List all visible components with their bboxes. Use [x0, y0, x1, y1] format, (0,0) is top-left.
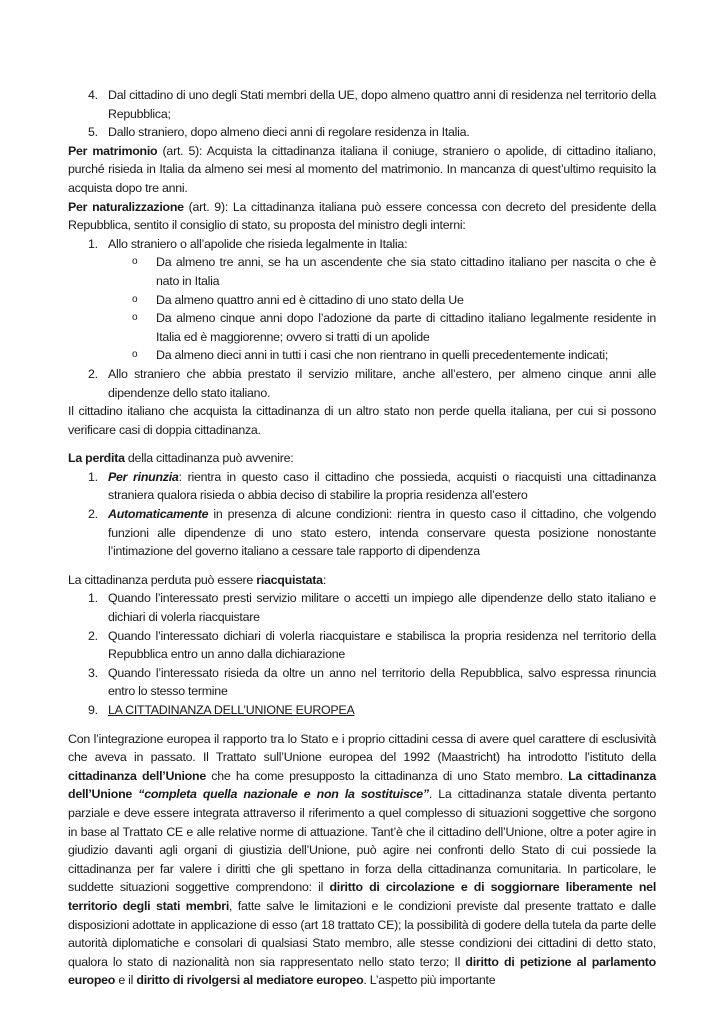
bullet-item — [132, 309, 656, 346]
bold-term: diritto di rivolgersi al mediatore europeo — [136, 973, 364, 988]
paragraph-text: (art. 9): La cittadinanza italiana può essere concessa con decreto del presidente della Repubblica, sentito il consiglio di stato, su proposta del ministro degli interni: — [68, 199, 656, 233]
term-matrimonio: Per matrimonio — [68, 143, 158, 158]
term-riacquistata: riacquistata — [256, 572, 323, 587]
list-item — [88, 505, 656, 561]
list-number: 2. — [88, 507, 98, 522]
bullet-item — [132, 346, 656, 365]
list-number: 5. — [88, 125, 98, 140]
bold-term: diritto di circolazione e di soggiornare liberamente nel territorio degli stati membri — [68, 880, 657, 913]
list-item — [88, 468, 656, 505]
document-page — [68, 86, 656, 990]
paragraph-text: . La cittadinanza statale diventa pertanto parziale e deve essere integrata attraverso il riferimento a quel complesso di situazioni soggettive che sorgono in base al Trattato CE e alle relative norme di attuazione. Tant’è che il cittadino dell’Unione, oltre a poter agire in giudizio davanti agli organi di giustizia dell’Unione, può agire nei confronti dello Stato di cui possiede la cittadinanza per far valere i diritti che gli spettano in forza della cittadinanza comunitaria. In particolare, le suddette situazioni soggettive comprendono: il — [68, 787, 657, 895]
bullet-item — [132, 291, 656, 310]
paragraph-text: . L’aspetto più importante — [363, 973, 496, 988]
list-number: 1. — [88, 236, 98, 251]
section-title: LA CITTADINANZA DELL’UNIONE EUROPEA — [108, 703, 355, 717]
bullet-text: Da almeno tre anni, se ha un ascendente che sia stato cittadino italiano per nascita o che è nato in Italia — [156, 255, 656, 288]
list-text: Quando l’interessato risieda da oltre un anno nel territorio della Repubblica, salvo espressa rinuncia entro lo stesso termine — [108, 665, 656, 699]
paragraph-text: , fatte salve le limitazioni e le condizioni previste dal presente trattato e dalle disposizioni adottate in applicazione di esso (art 18 trattato CE); la possibilità di godere della tutela da parte delle autorità diplomatiche e consolari di qualsiasi Stato membro, alle stesse condizioni dei cittadini di detto stato, qualora lo stato di nazionalità non sia rappresentato nello stato terzo; Il — [68, 898, 656, 969]
bullet-item — [132, 253, 656, 290]
bullet-text: Da almeno quattro anni ed è cittadino di uno stato della Ue — [156, 292, 464, 307]
list-item — [88, 86, 656, 123]
circle-bullet-icon: o — [132, 256, 138, 268]
term-naturalizzazione: Per naturalizzazione — [68, 199, 184, 214]
paragraph-text: Con l’integrazione europea il rapporto tra lo Stato e i proprio cittadini cessa di avere quel carattere di esclusività che aveva in passato. Il Trattato sull’Unione europea del 1992 (Maastricht) ha introdotto l’istituto della — [68, 731, 656, 765]
list-text: Quando l’interessato presti servizio militare o accetti un impiego alle dipendenze dello stato italiano e dichiari di volerla riacquistare — [108, 591, 656, 625]
circle-bullet-icon: o — [132, 293, 138, 305]
bold-italic-quote: “completa quella nazionale e non la sostituisce” — [138, 787, 429, 802]
list-number: 2. — [88, 628, 98, 643]
bold-term: cittadinanza dell’Unione — [68, 768, 206, 783]
list-item — [88, 123, 656, 142]
list-number: 1. — [88, 469, 98, 484]
list-number: 2. — [88, 366, 98, 381]
paragraph-text: (art. 5): Acquista la cittadinanza italiana il coniuge, straniero o apolide, di cittadino italiano, purché risieda in Italia da almeno sei mesi al momento del matrimonio. In mancanza di quest’ultimo requisito la acquista dopo tre anni. — [68, 143, 656, 195]
list-text-body: : rientra in questo caso il cittadino che possieda, acquisti o riacquisti una cittadinanza straniera qualora risieda o abbia deciso di stabilire la propria residenza all’estero — [108, 469, 656, 503]
paragraph-text: e il — [115, 973, 137, 988]
bold-term: diritto di petizione al parlamento europeo — [68, 954, 656, 988]
list-item — [88, 235, 656, 254]
paragraph-unione — [68, 730, 656, 990]
paragraph-text: La cittadinanza perduta può essere — [68, 572, 257, 587]
circle-bullet-icon: o — [132, 312, 138, 324]
paragraph-matrimonio — [68, 142, 656, 198]
list-text-body: in presenza di alcune condizioni: rientra in questo caso il cittadino, che volgendo funzioni alle dipendenze di uno stato estero, intenda conservare questa posizione nonostante l’intimazione del governo italiano a cessare tale rapporto di dipendenza — [108, 507, 656, 559]
list-number: 4. — [88, 88, 98, 102]
circle-bullet-icon: o — [132, 349, 138, 361]
list-text: Dal cittadino di uno degli Stati membri della UE, dopo almeno quattro anni di residenza nel territorio della Repubblica; — [108, 88, 656, 121]
list-item — [88, 589, 656, 626]
list-text — [108, 468, 656, 505]
paragraph-text: che ha come presupposto la cittadinanza di uno Stato membro. — [205, 768, 569, 783]
list-text — [108, 505, 656, 561]
bold-term: La cittadinanza dell’Unione — [68, 768, 656, 802]
section-heading — [88, 701, 656, 720]
list-text: Quando l’interessato dichiari di volerla riacquistare e stabilisca la propria residenza nel territorio della Repubblica entro un anno dalla dichiarazione — [108, 628, 656, 662]
list-number: 3. — [88, 665, 98, 680]
section-number: 9. — [88, 703, 98, 717]
paragraph-text: della cittadinanza può avvenire: — [124, 451, 294, 466]
list-text: Dallo straniero, dopo almeno dieci anni di regolare residenza in Italia. — [108, 125, 470, 140]
bullet-text: Da almeno dieci anni in tutti i casi che non rientrano in quelli precedentemente indicati; — [156, 348, 609, 363]
paragraph-doppia-cittadinanza: Il cittadino italiano che acquista la cittadinanza di un altro stato non perde quella italiana, per cui si possono verificare casi di doppia cittadinanza. — [68, 404, 656, 437]
term-automaticamente: Automaticamente — [108, 507, 209, 522]
spacer — [68, 561, 656, 571]
term-rinunzia: Per rinunzia — [108, 469, 179, 484]
paragraph-naturalizzazione — [68, 198, 656, 235]
paragraph-perdita — [68, 449, 656, 468]
colon: : — [322, 572, 327, 587]
spacer — [68, 720, 656, 730]
list-text: Allo straniero che abbia prestato il servizio militare, anche all’estero, per almeno cinque anni alle dipendenze dello stato italiano. — [108, 366, 656, 400]
list-item — [88, 664, 656, 701]
term-perdita: La perdita — [68, 451, 125, 466]
list-item — [88, 627, 656, 664]
spacer — [68, 439, 656, 449]
bullet-text: Da almeno cinque anni dopo l’adozione da parte di cittadino italiano legalmente residente in Italia ed è maggiorenne; ovvero si tratti di un apolide — [156, 311, 656, 344]
list-item — [88, 365, 656, 402]
paragraph-riacquisto — [68, 571, 656, 590]
list-number: 1. — [88, 591, 98, 606]
list-text: Allo straniero o all’apolide che risieda legalmente in Italia: — [108, 236, 408, 251]
